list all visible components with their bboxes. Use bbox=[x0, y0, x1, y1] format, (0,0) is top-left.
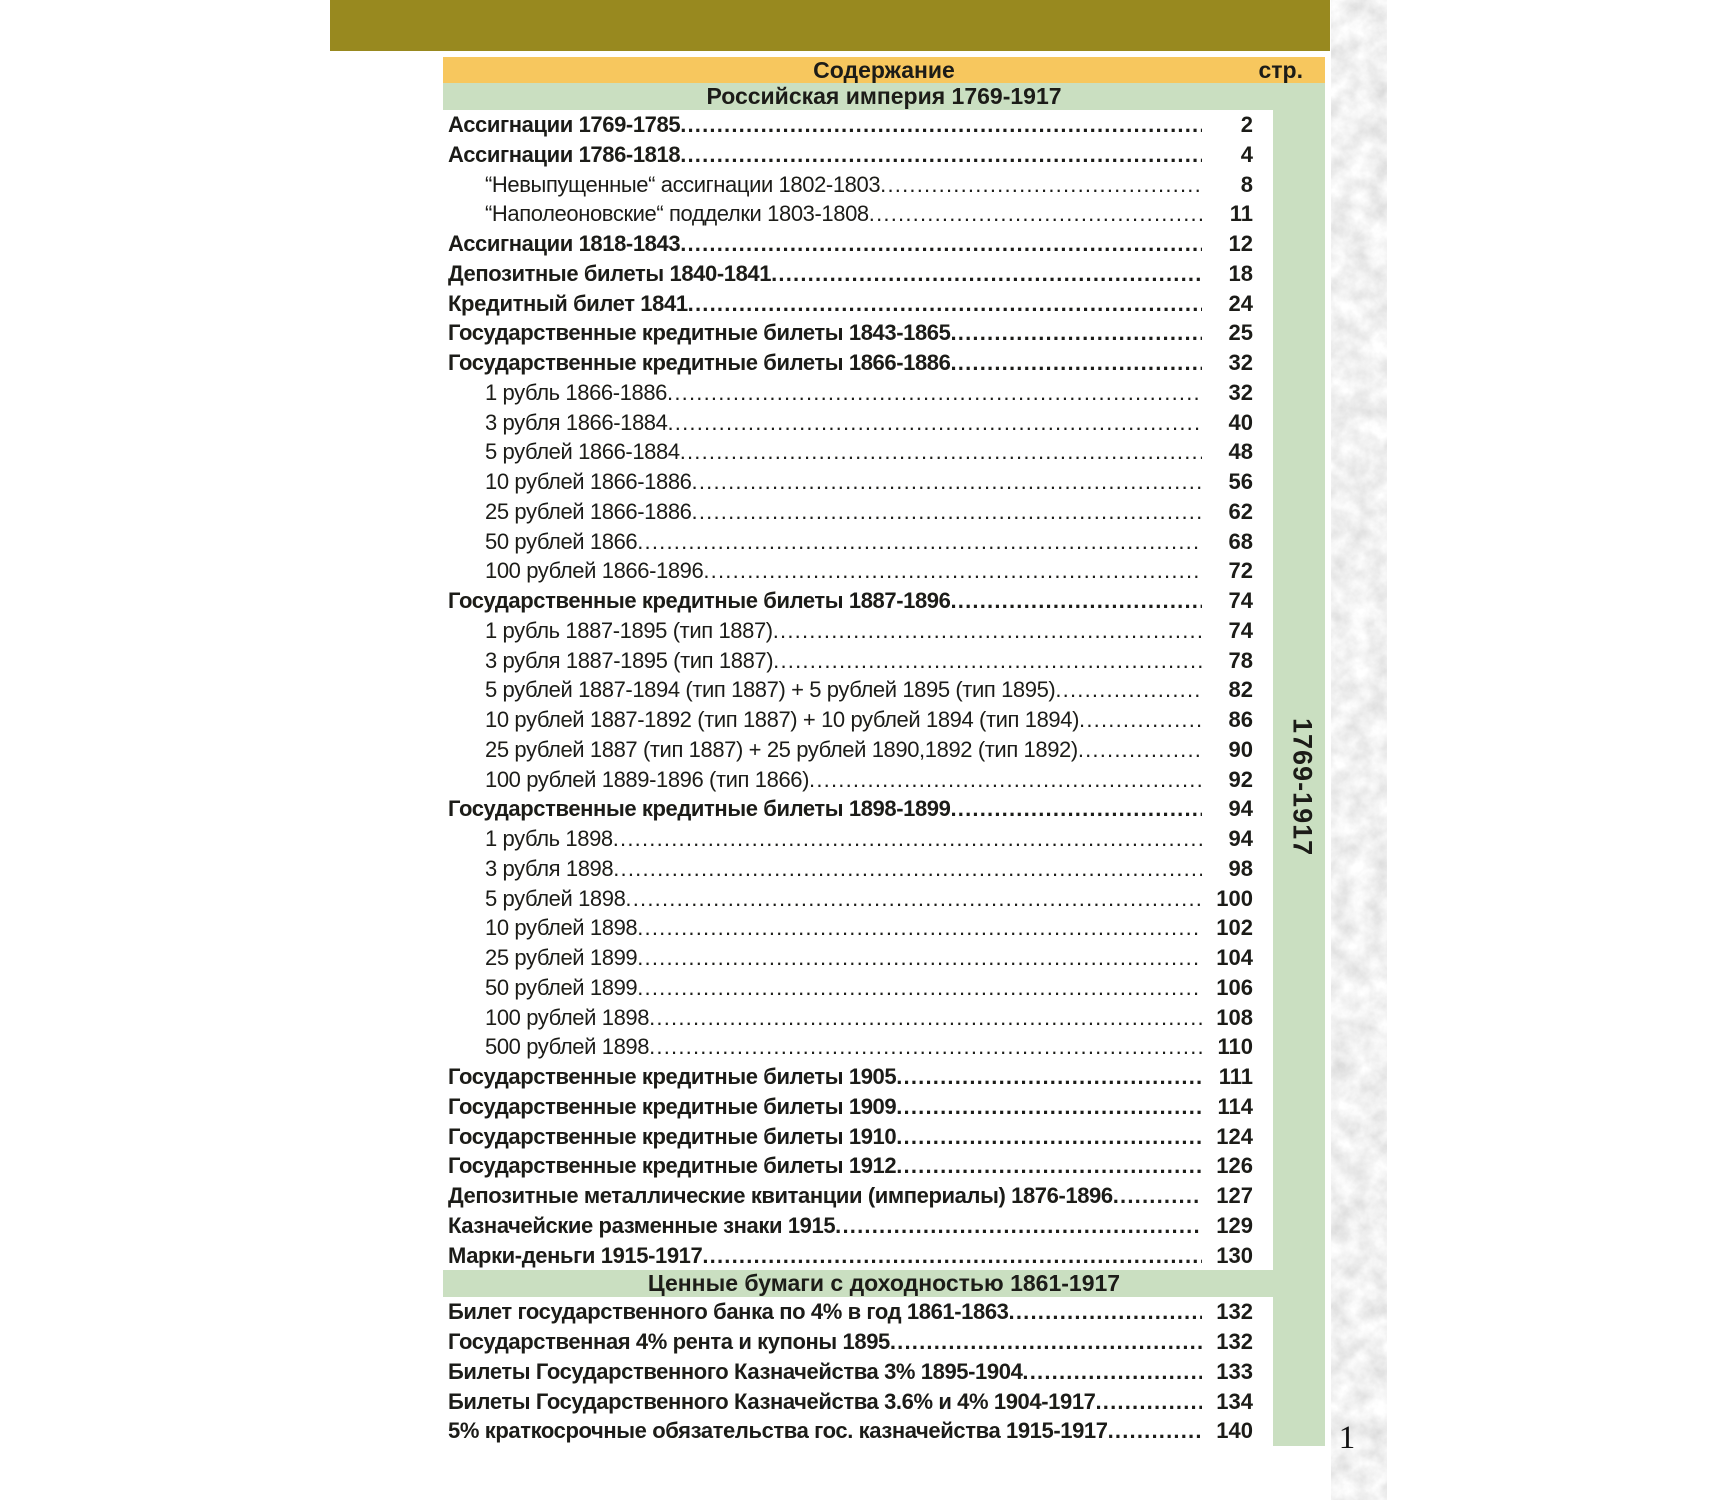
toc-entry-page: 68 bbox=[1228, 528, 1253, 554]
dot-leader bbox=[613, 854, 1202, 884]
toc-entry-page: 127 bbox=[1216, 1183, 1253, 1208]
toc-entry-title: Государственные кредитные билеты 1905 bbox=[448, 1064, 897, 1089]
dot-leader bbox=[680, 437, 1202, 467]
toc-entry bbox=[443, 616, 1273, 646]
toc-entry bbox=[443, 675, 1273, 705]
dot-leader bbox=[880, 170, 1202, 200]
toc-entry-page: 25 bbox=[1228, 320, 1253, 346]
toc-entry-page: 134 bbox=[1216, 1388, 1253, 1414]
toc-entry bbox=[443, 229, 1273, 259]
toc-entry-page: 74 bbox=[1228, 617, 1253, 643]
toc-entry bbox=[443, 705, 1273, 735]
toc-entry-title: Государственные кредитные билеты 1910 bbox=[448, 1123, 897, 1149]
toc-entry-title: 1 рубль 1887-1895 (тип 1887) bbox=[485, 617, 773, 643]
toc-sections bbox=[443, 83, 1325, 1446]
contents-panel bbox=[443, 57, 1325, 1446]
dot-leader bbox=[773, 646, 1202, 676]
toc-entry-page: 40 bbox=[1228, 409, 1253, 435]
dot-leader bbox=[835, 1211, 1202, 1241]
toc-entry bbox=[443, 854, 1273, 884]
toc-entry-title: “Невыпущенные“ ассигнации 1802-1803 bbox=[485, 171, 881, 197]
dot-leader bbox=[1055, 675, 1202, 705]
toc-entry bbox=[443, 824, 1273, 854]
toc-entry-page: 132 bbox=[1216, 1299, 1253, 1325]
toc-entry bbox=[443, 884, 1273, 914]
dot-leader bbox=[950, 794, 1202, 824]
toc-entry-title: 5 рублей 1866-1884 bbox=[485, 439, 680, 465]
toc-list bbox=[443, 110, 1273, 1270]
toc-entry-title: Государственные кредитные билеты 1866-1886 bbox=[448, 350, 951, 375]
toc-entry-page: 32 bbox=[1228, 350, 1253, 375]
contents-title: Содержание bbox=[813, 57, 955, 83]
dot-leader bbox=[950, 348, 1202, 378]
dot-leader bbox=[1022, 1357, 1202, 1387]
toc-entry bbox=[443, 318, 1273, 348]
toc-entry-title: Государственная 4% рента и купоны 1895 bbox=[448, 1329, 890, 1354]
dot-leader bbox=[637, 913, 1202, 943]
toc-entry-page: 129 bbox=[1216, 1212, 1253, 1238]
dot-leader bbox=[896, 1122, 1202, 1152]
toc-entry-title: Государственные кредитные билеты 1912 bbox=[448, 1153, 897, 1179]
toc-entry-title: 100 рублей 1898 bbox=[485, 1004, 650, 1030]
toc-entry bbox=[443, 794, 1273, 824]
toc-entry bbox=[443, 913, 1273, 943]
toc-entry bbox=[443, 527, 1273, 557]
toc-entry-title: Государственные кредитные билеты 1887-1896 bbox=[448, 588, 951, 613]
toc-entry-page: 4 bbox=[1240, 141, 1253, 167]
toc-entry-page: 94 bbox=[1228, 826, 1253, 851]
dot-leader bbox=[692, 467, 1202, 497]
toc-entry bbox=[443, 1062, 1273, 1092]
side-tab-years: 1769-1917 bbox=[1287, 717, 1318, 857]
dot-leader bbox=[890, 1327, 1202, 1357]
toc-entry-title: 5 рублей 1898 bbox=[485, 885, 626, 911]
toc-entry-title: Государственные кредитные билеты 1843-1865 bbox=[448, 320, 951, 346]
toc-entry bbox=[443, 1357, 1273, 1387]
dot-leader bbox=[1108, 1416, 1202, 1446]
toc-entry-title: Ассигнации 1769-1785 bbox=[448, 112, 681, 137]
toc-entry bbox=[443, 170, 1273, 200]
dot-leader bbox=[1113, 1181, 1202, 1211]
page-edge-texture bbox=[1331, 0, 1387, 1500]
toc-entry bbox=[443, 348, 1273, 378]
toc-entry-title: Ассигнации 1786-1818 bbox=[448, 141, 681, 167]
contents-header-bar bbox=[443, 57, 1325, 83]
dot-leader bbox=[773, 616, 1202, 646]
toc-entry-page: 133 bbox=[1216, 1358, 1253, 1384]
toc-entry bbox=[443, 556, 1273, 586]
toc-entry-title: 3 рубля 1887-1895 (тип 1887) bbox=[485, 647, 774, 673]
toc-entry-page: 106 bbox=[1216, 974, 1253, 1000]
toc-entry bbox=[443, 1151, 1273, 1181]
dot-leader bbox=[667, 408, 1202, 438]
toc-list bbox=[443, 1297, 1273, 1446]
toc-entry-page: 74 bbox=[1228, 588, 1253, 613]
dot-leader bbox=[702, 1241, 1202, 1271]
toc-entry-page: 108 bbox=[1216, 1004, 1253, 1030]
toc-entry bbox=[443, 437, 1273, 467]
toc-entry bbox=[443, 497, 1273, 527]
dot-leader bbox=[667, 378, 1202, 408]
toc-entry-page: 8 bbox=[1240, 171, 1253, 197]
toc-entry-page: 2 bbox=[1240, 112, 1253, 137]
toc-entry bbox=[443, 1241, 1273, 1271]
toc-entry-title: 3 рубля 1898 bbox=[485, 855, 614, 881]
toc-entry-page: 124 bbox=[1216, 1123, 1253, 1149]
toc-entry bbox=[443, 1297, 1273, 1327]
toc-entry-page: 11 bbox=[1229, 201, 1253, 227]
corner-page-number: 1 bbox=[1338, 1420, 1356, 1456]
toc-entry-title: Депозитные билеты 1840-1841 bbox=[448, 260, 772, 286]
toc-entry-page: 110 bbox=[1217, 1034, 1253, 1060]
toc-entry-title: Государственные кредитные билеты 1909 bbox=[448, 1093, 897, 1119]
toc-entry-page: 94 bbox=[1228, 796, 1253, 822]
toc-entry-title: 100 рублей 1866-1896 bbox=[485, 558, 704, 584]
marble-texture-graphic bbox=[1331, 0, 1387, 1500]
toc-entry-page: 56 bbox=[1228, 469, 1253, 494]
toc-entry bbox=[443, 1181, 1273, 1211]
toc-entry bbox=[443, 259, 1273, 289]
toc-entry-page: 100 bbox=[1216, 885, 1253, 911]
toc-entry-title: Ассигнации 1818-1843 bbox=[448, 231, 681, 256]
dot-leader bbox=[950, 586, 1202, 616]
toc-entry bbox=[443, 408, 1273, 438]
toc-entry bbox=[443, 378, 1273, 408]
toc-entry bbox=[443, 1211, 1273, 1241]
toc-entry bbox=[443, 1092, 1273, 1122]
toc-entry-title: 5 рублей 1887-1894 (тип 1887) + 5 рублей 1895 (тип 1895) bbox=[485, 677, 1056, 703]
toc-entry bbox=[443, 765, 1273, 795]
toc-entry bbox=[443, 586, 1273, 616]
toc-entry-title: Казначейские разменные знаки 1915 bbox=[448, 1212, 836, 1238]
dot-leader bbox=[950, 318, 1202, 348]
toc-entry-title: “Наполеоновские“ подделки 1803-1808 bbox=[485, 201, 869, 227]
dot-leader bbox=[680, 140, 1202, 170]
toc-entry-page: 72 bbox=[1228, 558, 1253, 584]
toc-entry-page: 82 bbox=[1228, 677, 1253, 703]
toc-entry-page: 12 bbox=[1228, 231, 1253, 256]
toc-entry-title: 25 рублей 1866-1886 bbox=[485, 498, 692, 524]
dot-leader bbox=[1079, 705, 1202, 735]
toc-entry-title: 50 рублей 1866 bbox=[485, 528, 638, 554]
toc-entry-title: 10 рублей 1887-1892 (тип 1887) + 10 рублей 1894 (тип 1894) bbox=[485, 707, 1080, 732]
dot-leader bbox=[809, 765, 1202, 795]
toc-entry bbox=[443, 1122, 1273, 1152]
dot-leader bbox=[649, 1032, 1202, 1062]
toc-entry-page: 92 bbox=[1228, 766, 1253, 792]
toc-entry-page: 78 bbox=[1228, 647, 1253, 673]
section-header: Ценные бумаги с доходностью 1861-1917 bbox=[443, 1270, 1325, 1297]
dot-leader bbox=[703, 556, 1202, 586]
dot-leader bbox=[896, 1062, 1202, 1092]
toc-entry-title: Депозитные металлические квитанции (империалы) 1876-1896 bbox=[448, 1183, 1113, 1208]
dot-leader bbox=[688, 289, 1202, 319]
toc-entry bbox=[443, 199, 1273, 229]
toc-entry-page: 62 bbox=[1228, 498, 1253, 524]
dot-leader bbox=[637, 973, 1202, 1003]
toc-entry-title: 5% краткосрочные обязательства гос. казначейства 1915-1917 bbox=[448, 1418, 1108, 1444]
toc-entry-title: 1 рубль 1898 bbox=[485, 826, 613, 851]
toc-entry-page: 132 bbox=[1216, 1329, 1253, 1354]
toc-entry-title: Кредитный билет 1841 bbox=[448, 290, 688, 316]
dot-leader bbox=[637, 527, 1202, 557]
toc-entry-title: Государственные кредитные билеты 1898-1899 bbox=[448, 796, 951, 822]
top-olive-bar bbox=[330, 0, 1330, 51]
toc-entry bbox=[443, 646, 1273, 676]
toc-entry bbox=[443, 1387, 1273, 1417]
toc-entry-page: 24 bbox=[1228, 290, 1253, 316]
toc-entry-page: 48 bbox=[1228, 439, 1253, 465]
toc-entry-page: 90 bbox=[1228, 736, 1253, 762]
toc-entry bbox=[443, 943, 1273, 973]
dot-leader bbox=[1078, 735, 1202, 765]
toc-entry bbox=[443, 110, 1273, 140]
toc-entry-page: 126 bbox=[1216, 1153, 1253, 1179]
dot-leader bbox=[771, 259, 1202, 289]
toc-entry-page: 98 bbox=[1228, 855, 1253, 881]
toc-entry-title: 1 рубль 1866-1886 bbox=[485, 379, 668, 405]
dot-leader bbox=[896, 1092, 1202, 1122]
toc-entry bbox=[443, 973, 1273, 1003]
section-header: Российская империя 1769-1917 bbox=[443, 83, 1325, 110]
dot-leader bbox=[1009, 1297, 1202, 1327]
toc-entry-page: 86 bbox=[1228, 707, 1253, 732]
toc-entry-title: Билеты Государственного Казначейства 3% 1895-1904 bbox=[448, 1358, 1023, 1384]
dot-leader bbox=[649, 1003, 1202, 1033]
toc-entry-title: 25 рублей 1887 (тип 1887) + 25 рублей 1890,1892 (тип 1892) bbox=[485, 736, 1078, 762]
dot-leader bbox=[869, 199, 1202, 229]
toc-entry-title: Билеты Государственного Казначейства 3.6% и 4% 1904-1917 bbox=[448, 1388, 1096, 1414]
toc-entry-title: 10 рублей 1866-1886 bbox=[485, 469, 692, 494]
toc-entry-page: 18 bbox=[1228, 260, 1253, 286]
dot-leader bbox=[896, 1151, 1202, 1181]
toc-entry-page: 32 bbox=[1228, 379, 1253, 405]
toc-entry-page: 130 bbox=[1216, 1242, 1253, 1268]
toc-entry bbox=[443, 1327, 1273, 1357]
toc-entry-title: Билет государственного банка по 4% в год 1861-1863 bbox=[448, 1299, 1009, 1325]
dot-leader bbox=[680, 229, 1202, 259]
page-column-label: стр. bbox=[1258, 57, 1303, 83]
toc-entry-title: 3 рубля 1866-1884 bbox=[485, 409, 668, 435]
toc-entry bbox=[443, 467, 1273, 497]
dot-leader bbox=[692, 497, 1202, 527]
toc-entry bbox=[443, 1032, 1273, 1062]
dot-leader bbox=[637, 943, 1202, 973]
toc-entry-page: 102 bbox=[1216, 915, 1253, 941]
toc-entry-title: Марки-деньги 1915-1917 bbox=[448, 1242, 703, 1268]
toc-entry bbox=[443, 735, 1273, 765]
toc-entry-title: 25 рублей 1899 bbox=[485, 945, 638, 970]
dot-leader bbox=[613, 824, 1202, 854]
toc-entry bbox=[443, 1003, 1273, 1033]
toc-entry-page: 111 bbox=[1218, 1064, 1253, 1089]
toc-entry-title: 100 рублей 1889-1896 (тип 1866) bbox=[485, 766, 810, 792]
toc-entry-title: 500 рублей 1898 bbox=[485, 1034, 650, 1060]
dot-leader bbox=[625, 884, 1202, 914]
dot-leader bbox=[1096, 1387, 1203, 1417]
toc-entry-title: 10 рублей 1898 bbox=[485, 915, 638, 941]
toc-entry bbox=[443, 140, 1273, 170]
dot-leader bbox=[680, 110, 1202, 140]
toc-entry-title: 50 рублей 1899 bbox=[485, 974, 638, 1000]
toc-entry-page: 114 bbox=[1217, 1093, 1253, 1119]
toc-entry-page: 104 bbox=[1216, 945, 1253, 970]
toc-entry bbox=[443, 289, 1273, 319]
toc-entry bbox=[443, 1416, 1273, 1446]
toc-entry-page: 140 bbox=[1216, 1418, 1253, 1444]
